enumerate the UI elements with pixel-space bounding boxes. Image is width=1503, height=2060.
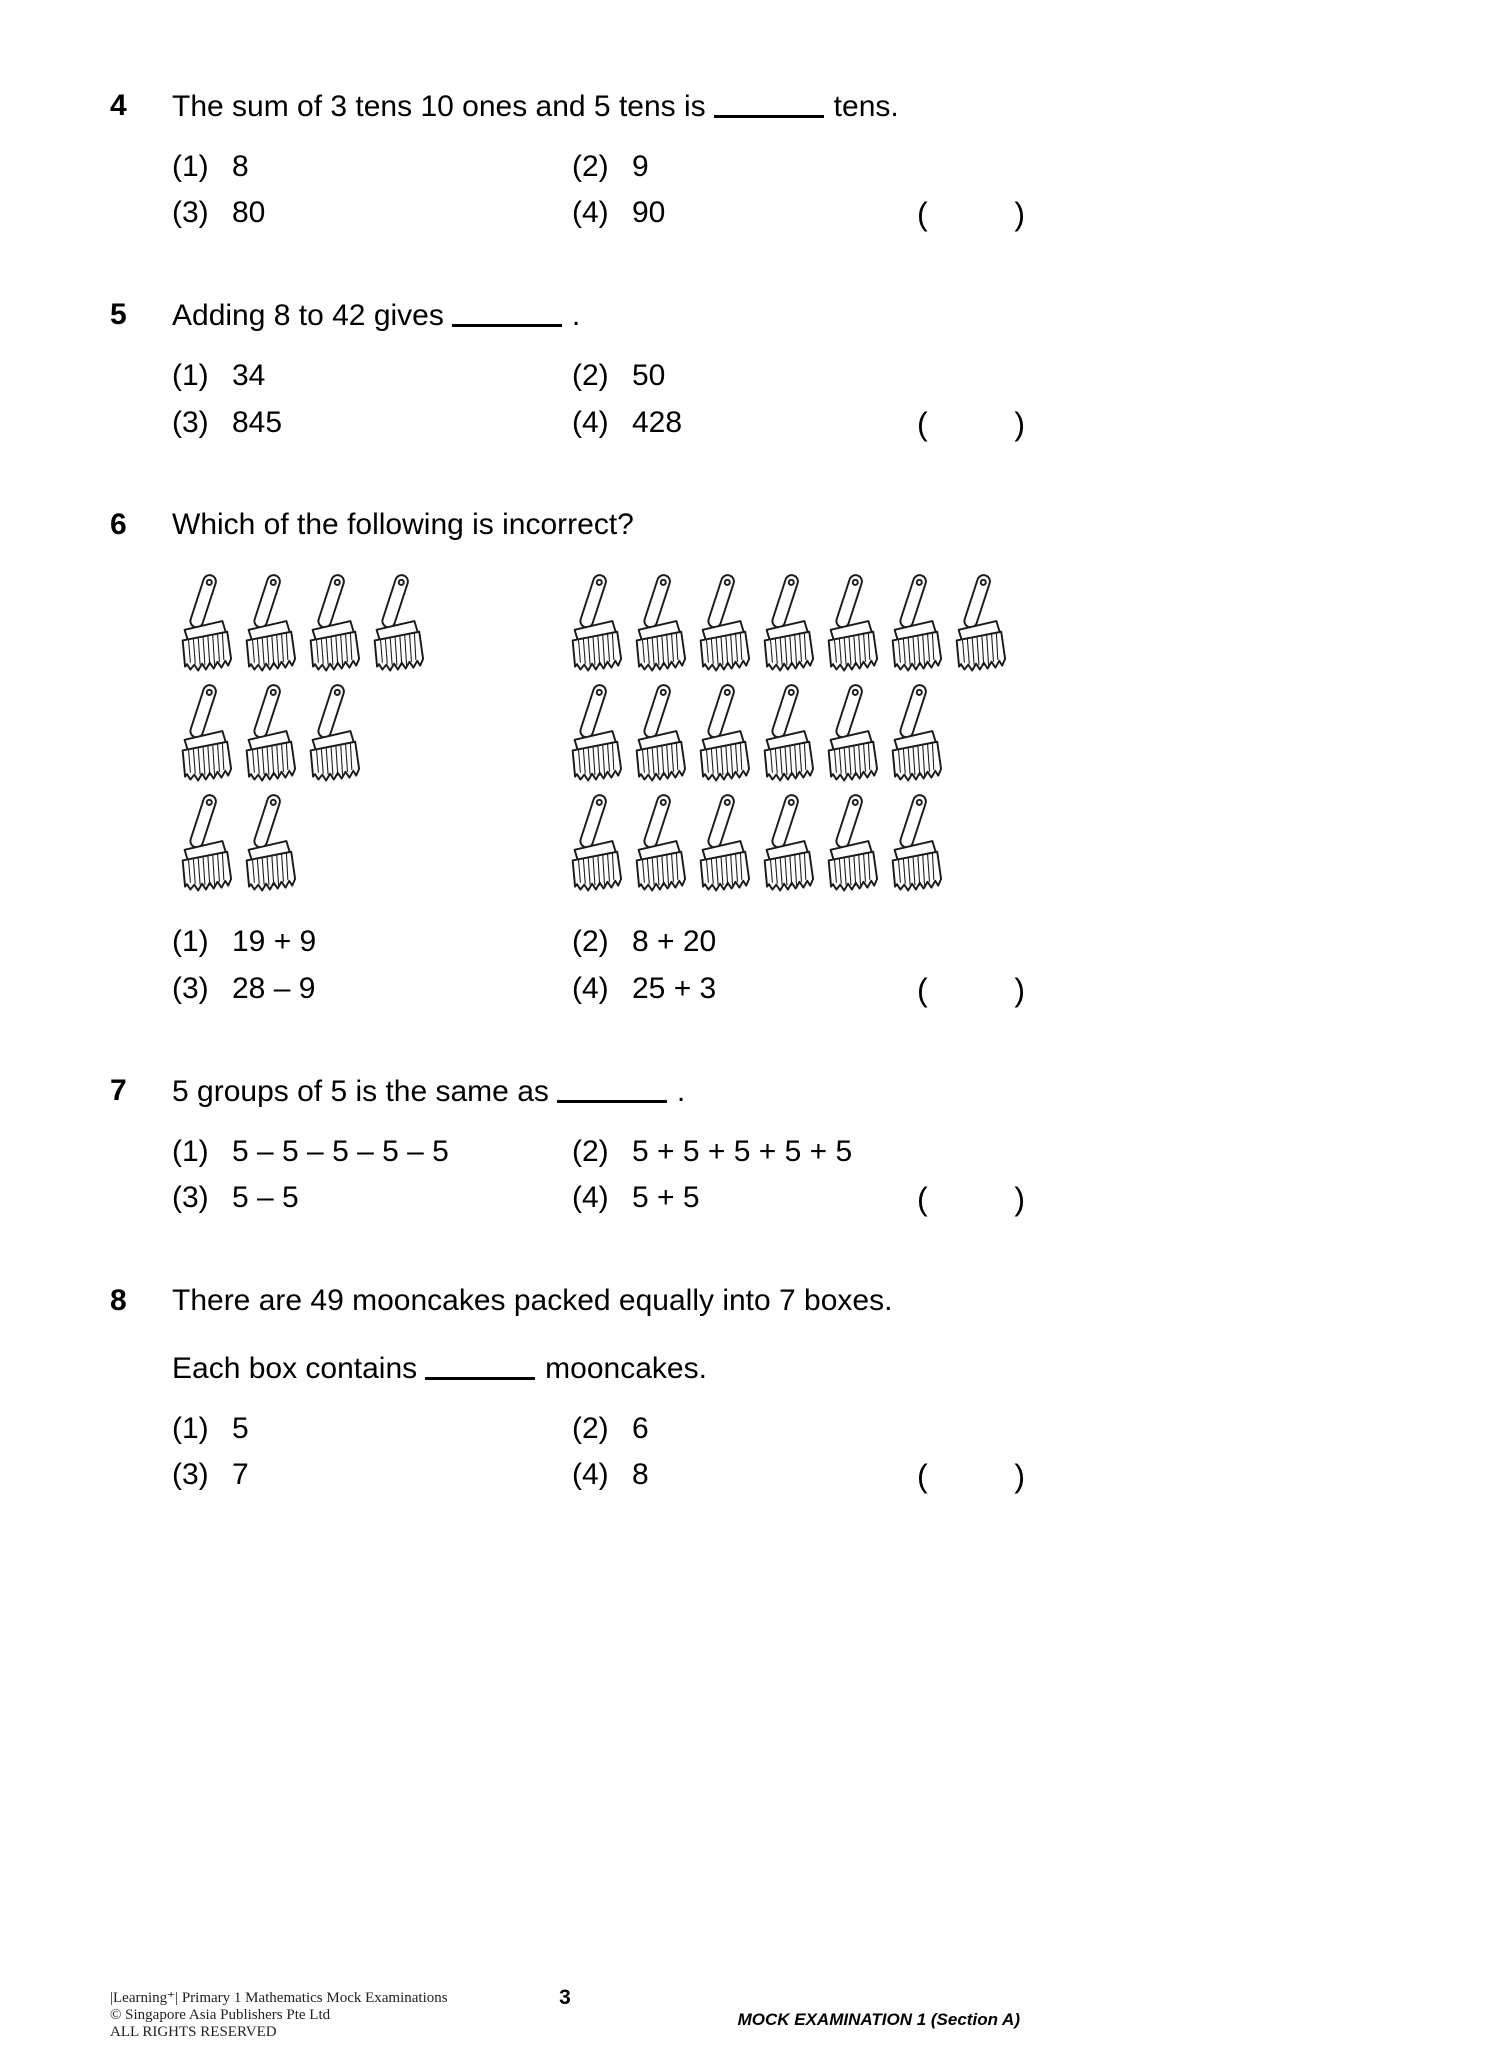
paintbrush-icon	[562, 792, 624, 896]
option-value: 50	[632, 359, 666, 393]
footer-publisher-info	[110, 1990, 448, 2041]
question-6	[110, 505, 1025, 1011]
option-label: (1)	[172, 925, 209, 959]
page-footer	[110, 1986, 1020, 2046]
question-number: 7	[110, 1074, 127, 1108]
option-label: (3)	[172, 1181, 209, 1215]
option-value: 428	[632, 405, 683, 439]
option-1	[172, 1409, 572, 1449]
option-2	[572, 356, 917, 396]
option-label: (4)	[572, 972, 609, 1006]
option-value: 5 – 5	[232, 1181, 299, 1215]
option-value: 5 – 5 – 5 – 5 – 5	[232, 1134, 449, 1168]
brush-row	[172, 792, 437, 902]
answer-bracket-close: )	[1014, 972, 1025, 1009]
paintbrush-icon	[754, 792, 816, 896]
option-value: 80	[232, 196, 266, 230]
option-value: 6	[632, 1411, 649, 1445]
option-value: 19 + 9	[232, 925, 317, 959]
option-label: (1)	[172, 1134, 209, 1168]
option-value: 8 + 20	[632, 925, 717, 959]
option-value: 7	[232, 1458, 249, 1492]
question-5	[110, 295, 1025, 444]
answer-brackets	[917, 969, 1025, 1011]
answer-blank	[557, 1073, 667, 1103]
question-text-before: Each box contains	[172, 1352, 418, 1386]
paintbrush-icon	[690, 792, 752, 896]
option-label: (2)	[572, 1411, 609, 1445]
option-2	[572, 147, 917, 187]
paintbrush-icon	[882, 682, 944, 786]
option-value: 28 – 9	[232, 972, 316, 1006]
option-2	[572, 1132, 917, 1172]
option-value: 8	[632, 1458, 649, 1492]
brush-row	[172, 682, 437, 792]
brush-group-left	[172, 572, 437, 902]
option-1	[172, 1132, 572, 1172]
options-grid	[172, 147, 1025, 236]
answer-bracket-close: )	[1014, 1181, 1025, 1218]
question-4	[110, 86, 1025, 235]
option-4	[572, 403, 917, 445]
question-text-after: mooncakes.	[545, 1352, 707, 1386]
option-label: (3)	[172, 1458, 209, 1492]
answer-bracket-open: (	[917, 405, 928, 442]
option-value: 5	[232, 1411, 249, 1445]
paintbrush-icon	[818, 792, 880, 896]
brush-row	[562, 572, 1010, 682]
option-1	[172, 922, 572, 962]
options-grid	[172, 356, 1025, 445]
option-label: (2)	[572, 925, 609, 959]
option-label: (2)	[572, 1134, 609, 1168]
paintbrush-icon	[562, 682, 624, 786]
question-text	[172, 1071, 1025, 1112]
paintbrush-icon	[882, 572, 944, 676]
brush-row	[172, 572, 437, 682]
answer-brackets	[917, 1178, 1025, 1220]
option-1	[172, 356, 572, 396]
paintbrush-icon	[690, 572, 752, 676]
option-value: 845	[232, 405, 283, 439]
question-text-before: The sum of 3 tens 10 ones and 5 tens is	[172, 90, 706, 123]
option-value: 90	[632, 196, 666, 230]
option-label: (1)	[172, 1411, 209, 1445]
answer-bracket-open: (	[917, 196, 928, 233]
answer-brackets	[917, 403, 1025, 445]
paintbrush-icon	[818, 572, 880, 676]
question-text-before: Adding 8 to 42 gives	[172, 299, 444, 333]
paintbrush-icon	[626, 572, 688, 676]
footer-series-title: |Learning⁺| Primary 1 Mathematics Mock Examinations	[110, 1990, 448, 2006]
question-number: 6	[110, 507, 127, 541]
question-8	[110, 1281, 1025, 1498]
answer-blank	[714, 88, 824, 118]
option-label: (4)	[572, 196, 609, 230]
answer-bracket-open: (	[917, 1458, 928, 1495]
option-label: (3)	[172, 972, 209, 1006]
paintbrush-icon	[300, 572, 362, 676]
paintbrush-icon	[172, 682, 234, 786]
footer-rights: ALL RIGHTS RESERVED	[110, 2024, 277, 2040]
paintbrush-icon	[882, 792, 944, 896]
paintbrush-icon	[236, 572, 298, 676]
question-text-after: tens.	[833, 90, 899, 123]
question-number: 4	[110, 89, 127, 122]
option-4	[572, 969, 917, 1011]
brush-illustration	[172, 572, 1025, 902]
options-grid	[172, 1132, 1025, 1221]
option-4	[572, 1455, 917, 1497]
question-text-after: .	[571, 299, 581, 333]
question-number: 8	[110, 1283, 127, 1317]
options-grid	[172, 1409, 1025, 1498]
option-label: (2)	[572, 359, 609, 393]
option-3	[172, 969, 572, 1011]
options-grid	[172, 922, 1025, 1011]
footer-copyright: © Singapore Asia Publishers Pte Ltd	[110, 2007, 331, 2023]
option-label: (2)	[572, 149, 609, 183]
option-value: 5 + 5 + 5 + 5 + 5	[632, 1134, 853, 1168]
option-3	[172, 193, 572, 235]
answer-bracket-open: (	[917, 1181, 928, 1218]
question-number: 5	[110, 298, 127, 332]
answer-blank	[452, 297, 562, 327]
answer-brackets	[917, 1455, 1025, 1497]
brush-row	[562, 792, 1010, 902]
paintbrush-icon	[172, 792, 234, 896]
paintbrush-icon	[690, 682, 752, 786]
answer-bracket-close: )	[1014, 1458, 1025, 1495]
answer-brackets	[917, 193, 1025, 235]
paintbrush-icon	[364, 572, 426, 676]
answer-bracket-close: )	[1014, 196, 1025, 233]
paintbrush-icon	[172, 572, 234, 676]
option-label: (4)	[572, 1458, 609, 1492]
paintbrush-icon	[236, 682, 298, 786]
question-text-line2	[172, 1348, 1025, 1389]
option-4	[572, 193, 917, 235]
brush-row	[562, 682, 1010, 792]
option-2	[572, 922, 917, 962]
paintbrush-icon	[946, 572, 1008, 676]
option-value: 5 + 5	[632, 1181, 700, 1215]
footer-section-label: MOCK EXAMINATION 1 (Section A)	[737, 2010, 1020, 2029]
option-1	[172, 147, 572, 187]
option-4	[572, 1178, 917, 1220]
option-3	[172, 403, 572, 445]
answer-bracket-close: )	[1014, 405, 1025, 442]
option-value: 34	[232, 359, 266, 393]
brush-group-right	[562, 572, 1010, 902]
question-text-after: .	[676, 1075, 686, 1109]
option-label: (1)	[172, 149, 209, 183]
question-text-line1: There are 49 mooncakes packed equally into 7 boxes.	[172, 1283, 893, 1317]
paintbrush-icon	[562, 572, 624, 676]
option-value: 8	[232, 149, 249, 183]
question-7	[110, 1071, 1025, 1220]
option-label: (4)	[572, 405, 609, 439]
question-text: Which of the following is incorrect?	[172, 507, 634, 541]
paintbrush-icon	[626, 682, 688, 786]
paintbrush-icon	[754, 682, 816, 786]
question-text	[172, 86, 1025, 127]
option-label: (3)	[172, 405, 209, 439]
option-label: (4)	[572, 1181, 609, 1215]
paintbrush-icon	[818, 682, 880, 786]
option-value: 9	[632, 149, 649, 183]
question-text-before: 5 groups of 5 is the same as	[172, 1075, 549, 1109]
paintbrush-icon	[236, 792, 298, 896]
option-3	[172, 1178, 572, 1220]
paintbrush-icon	[754, 572, 816, 676]
answer-blank	[425, 1350, 535, 1380]
answer-bracket-open: (	[917, 972, 928, 1009]
option-3	[172, 1455, 572, 1497]
option-label: (1)	[172, 359, 209, 393]
question-area	[110, 86, 1025, 1558]
page-number: 3	[559, 1986, 571, 2009]
option-2	[572, 1409, 917, 1449]
paintbrush-icon	[300, 682, 362, 786]
paintbrush-icon	[626, 792, 688, 896]
question-text	[172, 295, 1025, 336]
option-value: 25 + 3	[632, 972, 717, 1006]
option-label: (3)	[172, 196, 209, 230]
